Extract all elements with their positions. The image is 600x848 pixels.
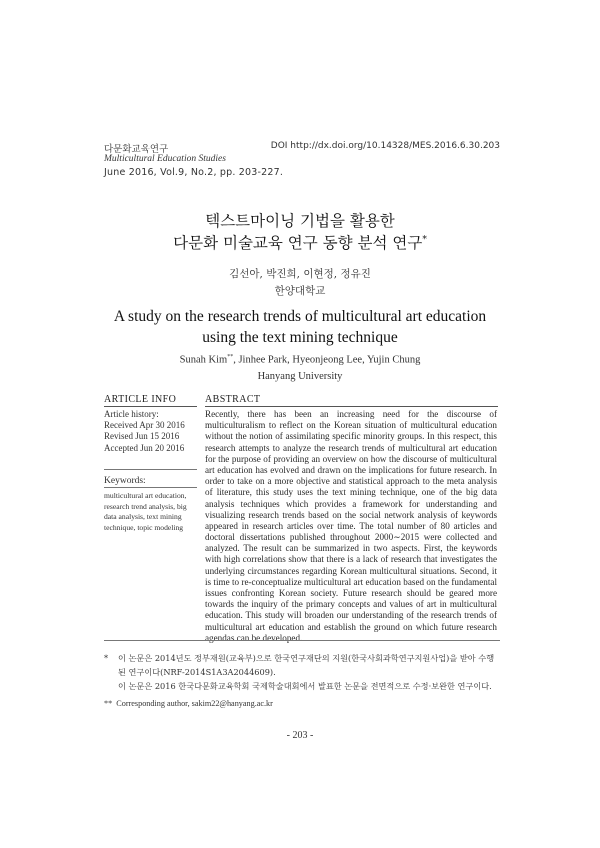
authors-rest: , Jinhee Park, Hyeonjeong Lee, Yujin Chung — [233, 354, 421, 366]
title-korean-line2-text: 다문화 미술교육 연구 동향 분석 연구 — [173, 234, 423, 252]
abstract-text: Recently, there has been an increasing need for the discourse of multiculturalism to reflect on the Korean situation of multicultural education without the notion of assimilating specific minority groups. In this respect, this research attempts to analyze the research trends of multicultural art education for the purpose of providing an overview on how the discourse of multicultural art education has evolved and drawn on the implications for future research. In order to take on a more objective and statistical approach to the meta analysis of literature, this study uses the text mining technique, one of the big data analysis techniques which provides a framework for understanding and visualizing research trends based on the social network analysis of keywords appeared in research articles over time. The total number of 80 articles and doctoral dissertations published throughout 2000∼2015 were collected and analyzed. The result can be summarized in two aspects. First, the keywords with high correlations show that there is a lack of research that investigates the underlying circumstances regarding Korean multicultural situations. Second, it is time to re-conceptualize multicultural art education based on the fundamental issues confronting Korean society. Future research should be geared more towards the inquiry of the primary concepts and values of art in multicultural education. This study will broaden our understanding of the research trends of multicultural art education and establish the ground on which future research agendas can be developed. — [205, 409, 497, 643]
keywords-top-rule — [104, 469, 197, 470]
footnote-funding-text: 이 논문은 2014년도 정부재원(교육부)으로 한국연구재단의 지원(한국사회과학연구지원사업)을 받아 수행된 연구이다(NRF-2014S1A3A2044609). — [118, 653, 495, 677]
page-number: - 203 - — [286, 730, 314, 741]
author-first-mark: ** — [227, 354, 234, 360]
authors-english — [0, 354, 600, 366]
title-footnote-mark: * — [422, 234, 427, 245]
footnote-corresponding — [104, 697, 273, 711]
title-korean-line1: 텍스트마이닝 기법을 활용한 — [205, 212, 395, 230]
article-info-rule — [104, 406, 197, 407]
received-date: Received Apr 30 2016 — [104, 420, 185, 431]
accepted-date: Accepted Jun 20 2016 — [104, 442, 185, 453]
footnote-funding-mark: * — [104, 653, 109, 663]
article-history — [104, 409, 197, 454]
revised-date: Revised Jun 15 2016 — [104, 431, 180, 442]
doi-link[interactable]: DOI http://dx.doi.org/10.14328/MES.2016.6.30.203 — [270, 141, 500, 151]
authors-korean: 김선아, 박진희, 이현정, 정유진 — [229, 268, 371, 280]
footnote-funding — [104, 652, 500, 679]
journal-name-korean: 다문화교육연구 — [104, 144, 169, 155]
keywords-heading: Keywords: — [104, 476, 146, 486]
affiliation-korean: 한양대학교 — [274, 285, 326, 297]
history-label: Article history: — [104, 409, 159, 419]
footnote-rule — [104, 640, 500, 641]
journal-volume-info: June 2016, Vol.9, No.2, pp. 203-227. — [104, 167, 284, 178]
author-first: Sunah Kim — [179, 354, 228, 366]
article-info-heading: ARTICLE INFO — [104, 394, 177, 405]
abstract-rule — [205, 406, 498, 407]
affiliation-english: Hanyang University — [257, 371, 343, 382]
title-english-line2: using the text mining technique — [202, 329, 398, 346]
footnote-corresponding-text: Corresponding author, sakim22@hanyang.ac.kr — [116, 699, 273, 708]
footnote-corresponding-mark: ** — [104, 699, 113, 708]
journal-name-english: Multicultural Education Studies — [104, 154, 226, 164]
title-english-line1: A study on the research trends of multicultural art education — [113, 308, 487, 325]
footnote-conference: 이 논문은 2016 한국다문화교육학회 국제학술대회에서 발표한 논문을 전면적으로 수정·보완한 연구이다. — [118, 681, 492, 691]
keywords-rule — [104, 487, 197, 488]
keywords-list: multicultural art education, research trend analysis, big data analysis, text mining technique, topic modeling — [104, 491, 187, 532]
abstract-heading: ABSTRACT — [205, 394, 261, 405]
title-korean-line2 — [0, 231, 600, 253]
